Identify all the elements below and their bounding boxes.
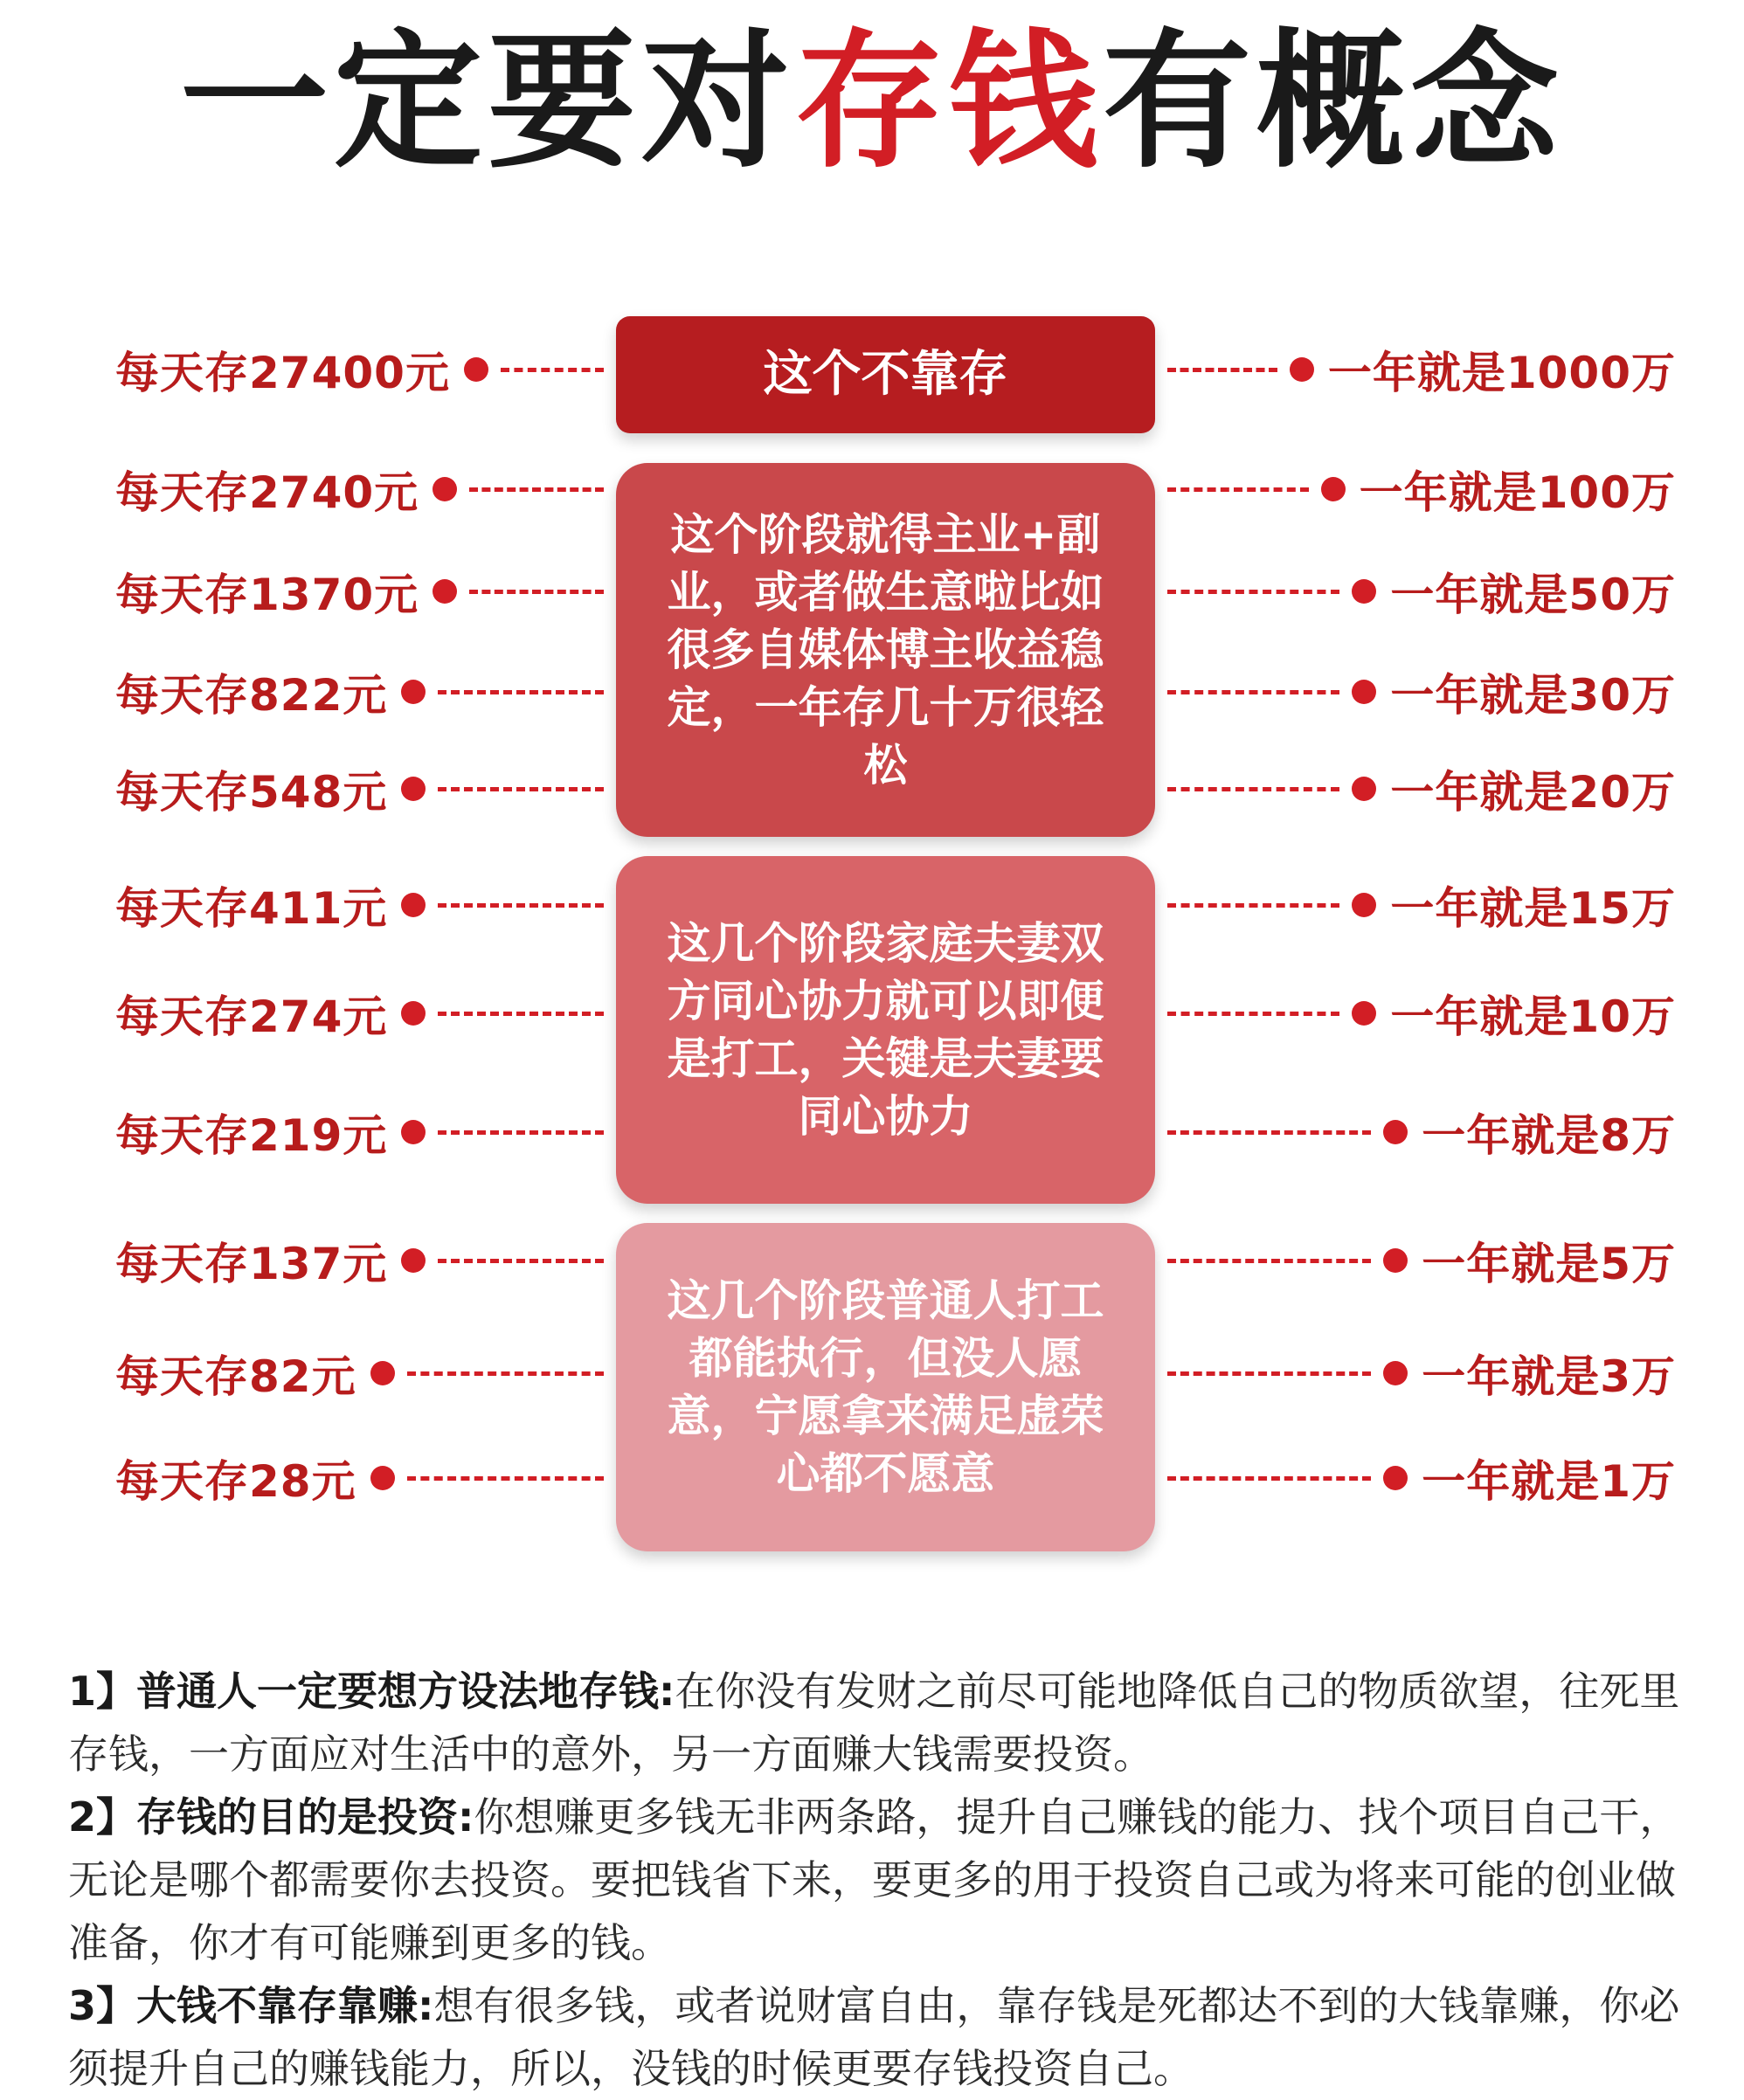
yearly-label: 一年就是20万 xyxy=(1390,767,1676,818)
daily-label: 每天存822元 xyxy=(115,670,388,721)
connector-dot xyxy=(1321,477,1346,501)
daily-row-2 xyxy=(115,454,616,524)
connector-dash xyxy=(469,487,604,492)
yearly-label: 一年就是30万 xyxy=(1390,670,1676,721)
connector-dot xyxy=(1290,357,1314,382)
connector-dot xyxy=(1383,1120,1408,1144)
connector-dot xyxy=(1352,893,1376,917)
yearly-label: 一年就是5万 xyxy=(1422,1239,1676,1289)
connector-dot xyxy=(370,1466,395,1490)
connector-dash xyxy=(501,368,604,372)
connector-dash xyxy=(469,590,604,594)
yearly-label: 一年就是15万 xyxy=(1390,883,1676,934)
daily-row-4 xyxy=(115,657,616,727)
connector-dash xyxy=(1167,487,1309,492)
note-heading: 3】大钱不靠存靠赚: xyxy=(68,1982,434,2029)
yearly-label: 一年就是10万 xyxy=(1390,991,1676,1042)
connector-dash xyxy=(1167,1371,1371,1376)
connector-dash xyxy=(438,787,604,791)
daily-label: 每天存82元 xyxy=(115,1351,356,1402)
yearly-row-8 xyxy=(1155,1097,1676,1167)
connector-dot xyxy=(1383,1361,1408,1385)
connector-dot xyxy=(1383,1466,1408,1490)
yearly-label: 一年就是1000万 xyxy=(1327,348,1676,398)
daily-row-1 xyxy=(115,335,616,404)
daily-row-6 xyxy=(115,870,616,940)
note-3 xyxy=(68,1974,1693,2100)
connector-dot xyxy=(401,893,426,917)
notes-section xyxy=(68,1660,1693,2100)
connector-dot xyxy=(1383,1248,1408,1273)
daily-label: 每天存1370元 xyxy=(115,570,419,620)
yearly-row-2 xyxy=(1155,454,1676,524)
connector-dash xyxy=(438,1012,604,1016)
connector-dash xyxy=(1167,903,1339,908)
connector-dot xyxy=(433,579,457,604)
daily-row-8 xyxy=(115,1097,616,1167)
connector-dash xyxy=(1167,787,1339,791)
yearly-label: 一年就是8万 xyxy=(1422,1110,1676,1161)
connector-dot xyxy=(1352,680,1376,704)
daily-label: 每天存411元 xyxy=(115,883,388,934)
connector-dash xyxy=(407,1476,604,1481)
daily-row-10 xyxy=(115,1338,616,1408)
yearly-row-3 xyxy=(1155,556,1676,626)
connector-dash xyxy=(1167,690,1339,694)
connector-dash xyxy=(1167,590,1339,594)
title-accent: 存钱 xyxy=(794,16,1103,189)
daily-label: 每天存2740元 xyxy=(115,467,419,518)
note-heading: 2】存钱的目的是投资: xyxy=(68,1793,474,1841)
stage-box-1: 这个不靠存 xyxy=(616,316,1155,433)
note-heading: 1】普通人一定要想方设法地存钱: xyxy=(68,1668,675,1715)
daily-label: 每天存274元 xyxy=(115,991,388,1042)
daily-label: 每天存219元 xyxy=(115,1110,388,1161)
daily-row-11 xyxy=(115,1443,616,1513)
stage-box-4: 这几个阶段普通人打工都能执行，但没人愿意，宁愿拿来满足虚荣心都不愿意 xyxy=(616,1223,1155,1551)
yearly-row-7 xyxy=(1155,978,1676,1048)
connector-dash xyxy=(1167,1476,1371,1481)
connector-dot xyxy=(401,1248,426,1273)
connector-dot xyxy=(464,357,488,382)
connector-dash xyxy=(1167,1130,1371,1135)
note-body: 在你没有发财之前尽可能地降低自己的物质欲望，往死里存钱，一方面应对生活中的意外，另一方面赚大钱需要投资。 xyxy=(68,1668,1680,1778)
daily-label: 每天存548元 xyxy=(115,767,388,818)
note-1 xyxy=(68,1660,1693,1786)
connector-dot xyxy=(1352,1001,1376,1026)
yearly-row-5 xyxy=(1155,754,1676,824)
note-body: 你想赚更多钱无非两条路，提升自己赚钱的能力、找个项目自己干，无论是哪个都需要你去投资。要把钱省下来，要更多的用于投资自己或为将来可能的创业做准备，你才有可能赚到更多的钱。 xyxy=(68,1793,1680,1966)
yearly-row-4 xyxy=(1155,657,1676,727)
stage-box-3: 这几个阶段家庭夫妻双方同心协力就可以即便是打工，关键是夫妻要同心协力 xyxy=(616,856,1155,1204)
daily-label: 每天存137元 xyxy=(115,1239,388,1289)
connector-dot xyxy=(433,477,457,501)
connector-dash xyxy=(438,690,604,694)
daily-label: 每天存27400元 xyxy=(115,348,450,398)
yearly-label: 一年就是100万 xyxy=(1359,467,1676,518)
daily-row-3 xyxy=(115,556,616,626)
connector-dash xyxy=(438,1259,604,1263)
connector-dash xyxy=(1167,1012,1339,1016)
connector-dot xyxy=(401,777,426,801)
daily-row-7 xyxy=(115,978,616,1048)
title-part-2: 有概念 xyxy=(1103,16,1565,189)
yearly-row-9 xyxy=(1155,1226,1676,1295)
note-2 xyxy=(68,1786,1693,1974)
connector-dash xyxy=(1167,368,1277,372)
connector-dot xyxy=(401,1001,426,1026)
yearly-row-10 xyxy=(1155,1338,1676,1408)
connector-dot xyxy=(370,1361,395,1385)
connector-dot xyxy=(1352,579,1376,604)
connector-dash xyxy=(438,903,604,908)
title-part-1: 一定要对 xyxy=(179,16,795,189)
stage-box-2: 这个阶段就得主业+副业，或者做生意啦比如很多自媒体博主收益稳定，一年存几十万很轻松 xyxy=(616,463,1155,837)
daily-label: 每天存28元 xyxy=(115,1456,356,1507)
daily-row-5 xyxy=(115,754,616,824)
connector-dash xyxy=(438,1130,604,1135)
connector-dash xyxy=(407,1371,604,1376)
yearly-label: 一年就是1万 xyxy=(1422,1456,1676,1507)
connector-dot xyxy=(401,680,426,704)
note-body: 想有很多钱，或者说财富自由，靠存钱是死都达不到的大钱靠赚，你必须提升自己的赚钱能力，所以，没钱的时候更要存钱投资自己。 xyxy=(68,1982,1680,2092)
yearly-row-6 xyxy=(1155,870,1676,940)
yearly-label: 一年就是3万 xyxy=(1422,1351,1676,1402)
connector-dot xyxy=(401,1120,426,1144)
daily-row-9 xyxy=(115,1226,616,1295)
yearly-row-11 xyxy=(1155,1443,1676,1513)
connector-dash xyxy=(1167,1259,1371,1263)
yearly-row-1 xyxy=(1155,335,1676,404)
page-title xyxy=(0,16,1744,189)
yearly-label: 一年就是50万 xyxy=(1390,570,1676,620)
connector-dot xyxy=(1352,777,1376,801)
